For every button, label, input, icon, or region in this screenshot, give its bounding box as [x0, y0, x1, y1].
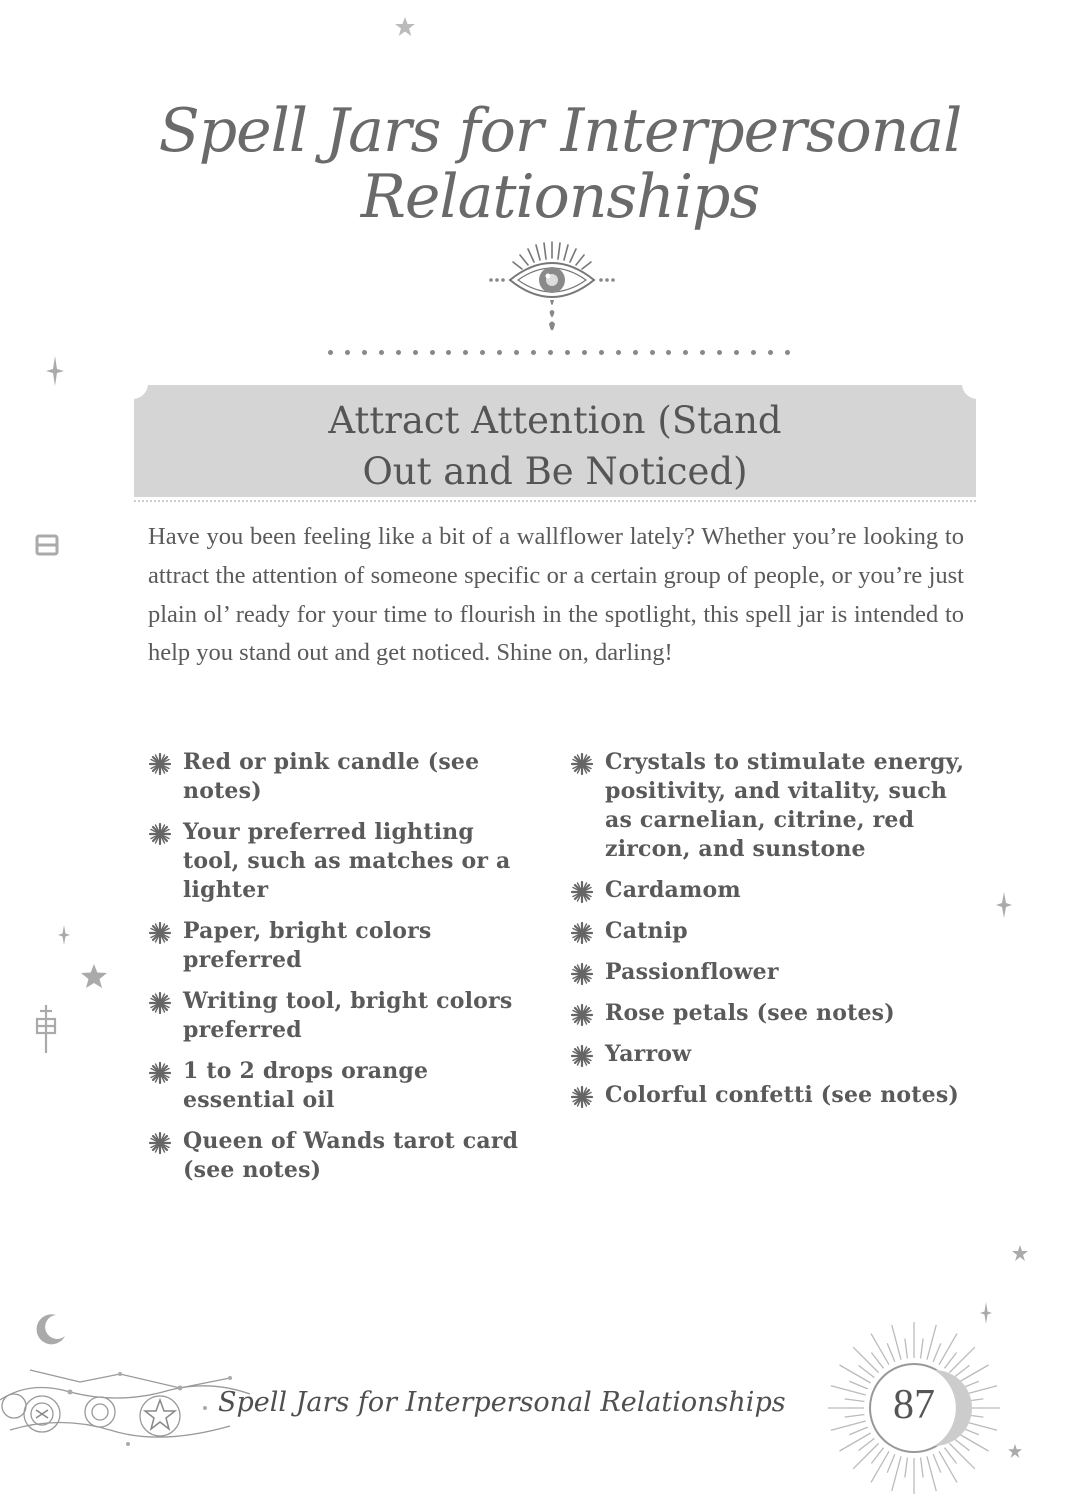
chapter-title-line-2: Relationships — [360, 162, 760, 232]
asterisk-bullet-icon — [570, 752, 594, 776]
running-footer-title: Spell Jars for Interpersonal Relationships — [218, 1387, 786, 1418]
asterisk-bullet-icon — [148, 921, 172, 945]
section-title-line-2: Out and Be Noticed) — [362, 450, 748, 493]
asterisk-bullet-icon — [570, 921, 594, 945]
asterisk-bullet-icon — [148, 1131, 172, 1155]
section-title-line-1: Attract Attention (Stand — [328, 399, 782, 442]
asterisk-bullet-icon — [148, 1061, 172, 1085]
asterisk-bullet-icon — [570, 1003, 594, 1027]
star-icon — [80, 963, 108, 989]
asterisk-bullet-icon — [570, 880, 594, 904]
list-item: Red or pink candle (see notes) — [148, 748, 538, 806]
chapter-title — [130, 98, 990, 230]
list-item: Colorful confetti (see notes) — [570, 1081, 970, 1110]
list-item: Passionflower — [570, 958, 970, 987]
planet-symbol-icon — [34, 533, 62, 559]
asterisk-bullet-icon — [570, 1044, 594, 1068]
sparkle-icon — [996, 892, 1012, 918]
list-item: Writing tool, bright colors preferred — [148, 987, 538, 1045]
sparkle-icon — [46, 356, 64, 386]
list-item: Cardamom — [570, 876, 970, 905]
star-icon — [1012, 1245, 1028, 1261]
chapter-title-line-1: Spell Jars for Interpersonal — [158, 96, 962, 166]
list-item: Yarrow — [570, 1040, 970, 1069]
crescent-moon-icon — [34, 1312, 68, 1346]
sparkle-icon — [58, 925, 70, 945]
list-item: Your preferred lighting tool, such as matches or a lighter — [148, 818, 538, 905]
list-item: 1 to 2 drops orange essential oil — [148, 1057, 538, 1115]
asterisk-bullet-icon — [148, 991, 172, 1015]
list-item: Crystals to stimulate energy, positivity, and vitality, such as carnelian, citrine, red zircon, and sunstone — [570, 748, 970, 864]
list-item: Paper, bright colors preferred — [148, 917, 538, 975]
dotted-divider — [328, 346, 790, 358]
list-item: Rose petals (see notes) — [570, 999, 970, 1028]
asterisk-bullet-icon — [570, 1085, 594, 1109]
ingredients-list-left — [148, 748, 538, 1197]
list-item: Queen of Wands tarot card (see notes) — [148, 1127, 538, 1185]
asterisk-bullet-icon — [148, 822, 172, 846]
planet-symbol-icon — [32, 1005, 60, 1053]
evil-eye-icon — [482, 238, 622, 343]
section-header-banner — [134, 385, 976, 505]
intro-paragraph: Have you been feeling like a bit of a wallflower lately? Whether you’re looking to attract the attention of someone specific or a certain group of people, or you’re just plain ol’ ready for your time to flourish in the spotlight, this spell jar is intended to help you stand out and get noticed. Shine on, darling! — [148, 523, 964, 667]
asterisk-bullet-icon — [570, 962, 594, 986]
ingredients-list-right — [570, 748, 970, 1122]
star-icon — [394, 16, 416, 38]
section-title — [134, 395, 976, 497]
list-item: Catnip — [570, 917, 970, 946]
page-number: 87 — [893, 1382, 935, 1428]
asterisk-bullet-icon — [148, 752, 172, 776]
